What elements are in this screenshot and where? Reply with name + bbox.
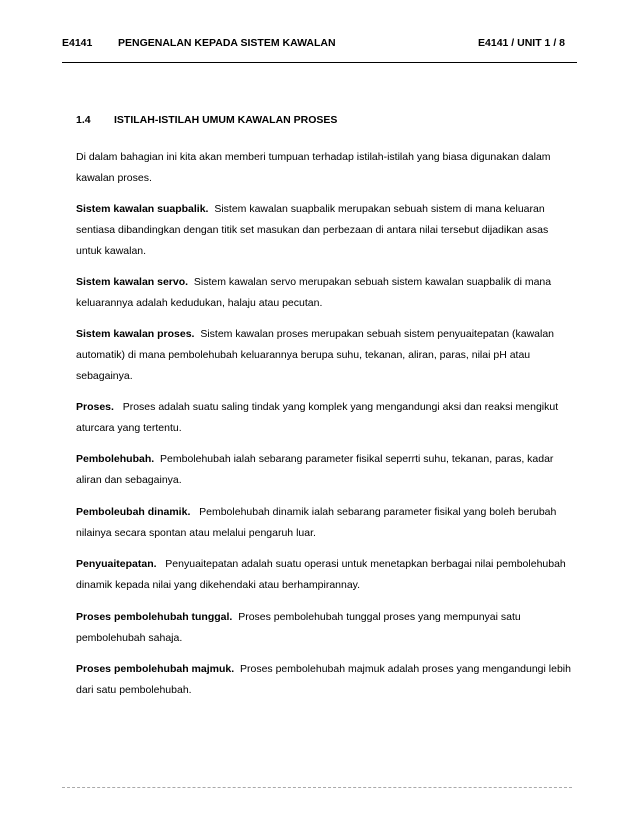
definition-term: Penyuaitepatan. [76,558,157,570]
footer-divider [62,787,572,788]
definition-term: Proses pembolehubah tunggal. [76,611,233,623]
definition-item [76,659,576,701]
definition-item [76,324,576,387]
definition-item [76,397,576,439]
definition-term: Sistem kawalan suapbalik. [76,203,209,215]
section-title: ISTILAH-ISTILAH UMUM KAWALAN PROSES [114,114,338,126]
section-number: 1.4 [76,114,91,126]
definition-text: Pembolehubah ialah sebarang parameter fisikal seperrti suhu, tekanan, paras, kadar aliran dan sebagainya. [76,453,554,486]
definition-item [76,449,576,491]
definition-text: Sistem kawalan proses merupakan sebuah sistem penyuaitepatan (kawalan automatik) di mana pembolehubah keluarannya berupa suhu, tekanan, aliran, paras, nilai pH atau sebagainya. [76,328,555,382]
definition-text: Penyuaitepatan adalah suatu operasi untuk menetapkan berbagai nilai pembolehubah dinamik kepada nilai yang dikehendaki atau berhampirannay. [76,558,566,591]
course-title: PENGENALAN KEPADA SISTEM KAWALAN [118,37,336,49]
definition-text: Proses pembolehubah majmuk adalah proses yang mengandungi lebih dari satu pembolehubah. [76,663,571,696]
definition-text: Proses pembolehubah tunggal proses yang mempunyai satu pembolehubah sahaja. [76,611,521,644]
intro-paragraph [76,147,576,189]
unit-page-label: E4141 / UNIT 1 / 8 [478,37,565,49]
header-divider [62,62,577,63]
definition-term: Proses pembolehubah majmuk. [76,663,235,675]
definition-text: Sistem kawalan servo merupakan sebuah sistem kawalan suapbalik di mana keluarannya adalah kedudukan, halaju atau pecutan. [76,276,552,309]
definition-item [76,502,576,544]
definition-item [76,607,576,649]
intro-text: Di dalam bahagian ini kita akan memberi tumpuan terhadap istilah-istilah yang biasa digunakan dalam kawalan proses. [76,151,551,184]
definition-item [76,199,576,262]
page-header [62,37,577,57]
definition-term: Sistem kawalan servo. [76,276,189,288]
definition-text: Proses adalah suatu saling tindak yang komplek yang mengandungi aksi dan reaksi mengikut aturcara yang tertentu. [76,401,559,434]
definition-item [76,554,576,596]
definition-term: Sistem kawalan proses. [76,328,195,340]
course-code: E4141 [62,37,93,49]
definition-term: Pembolehubah. [76,453,155,465]
definition-term: Proses. [76,401,114,413]
definition-text: Sistem kawalan suapbalik merupakan sebuah sistem di mana keluaran sentiasa dibandingkan dengan titik set masukan dan perbezaan di antara nilai tersebut dijadikan asas untuk kawalan. [76,203,549,257]
definition-term: Pemboleubah dinamik. [76,506,191,518]
definition-text: Pembolehubah dinamik ialah sebarang parameter fisikal yang boleh berubah nilainya secara spontan atau melalui pengaruh luar. [76,506,557,539]
definition-item [76,272,576,314]
